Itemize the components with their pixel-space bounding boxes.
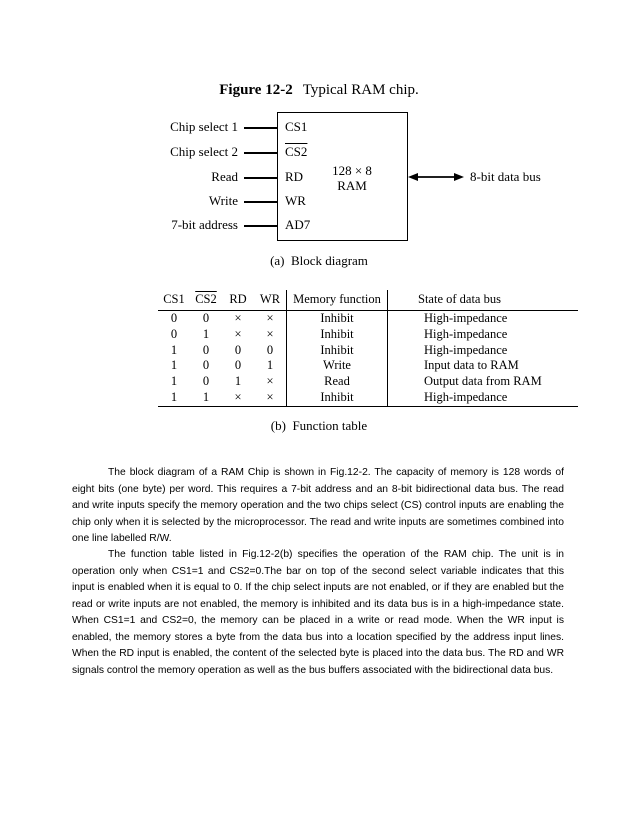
cell-bus: High-impedance: [424, 342, 508, 357]
figure-caption-text: Typical RAM chip.: [302, 82, 419, 98]
cell-cs1: 1: [170, 358, 178, 373]
header-rd: RD: [222, 290, 254, 311]
paragraph-2-text: The function table listed in Fig.12-2(b) specifies the operation of the RAM chip. The unit is in operation only when CS1=1 and CS2=0.The bar on top of the second select variable indicates that this input is enabled when it is equal to 0. If the chip select inputs are not enabled, or if they are enabled but the read or write inputs are not enabled, the memory is inhibited and its data bus is in a high-impedance state. When CS1=1 and CS2=0, the memory can be placed in a write or read mode. When the WR input is enabled, the memory stores a byte from the data bus into a location specified by the address input lines. When the RD input is enabled, the content of the selected byte is placed into the data bus. The RD and WR signals control the memory operation as well as the bus buffers associated with the bidirectional data bus.: [72, 549, 564, 676]
cell-wr: ×: [266, 374, 274, 389]
table-row: [158, 374, 578, 390]
cell-bus: Output data from RAM: [424, 374, 542, 389]
pin-cs1: CS1: [285, 119, 308, 134]
header-cs1: CS1: [158, 290, 190, 311]
cell-cs2: 0: [202, 358, 210, 373]
data-bus-arrow: [406, 171, 466, 183]
cell-rd: ×: [222, 390, 254, 406]
cell-rd: 0: [234, 358, 242, 373]
header-memory-function: Memory function: [287, 290, 388, 311]
table-row: [158, 358, 578, 374]
caption-function-table: (b) Function table: [270, 418, 368, 433]
table-row: [158, 390, 578, 406]
input-label-chip-select-1: Chip select 1: [170, 119, 238, 134]
input-label-write: Write: [208, 193, 238, 208]
chip-capacity: 128 × 8: [332, 163, 372, 178]
cell-function: Inhibit: [287, 327, 388, 343]
cell-function: Write: [287, 358, 388, 374]
cell-function: Read: [287, 374, 388, 390]
chip-type: RAM: [337, 178, 367, 193]
cell-bus: High-impedance: [424, 311, 508, 325]
input-label-chip-select-2: Chip select 2: [170, 144, 238, 159]
input-line-ad7: [244, 225, 278, 227]
pin-rd: RD: [285, 169, 304, 184]
pin-cs2: CS2: [285, 144, 308, 159]
paragraph-1: [72, 465, 564, 548]
cell-function: Inhibit: [287, 343, 388, 359]
header-wr: WR: [254, 290, 287, 311]
cell-rd: 0: [234, 342, 242, 357]
cell-cs1: 1: [170, 374, 178, 389]
table-row: [158, 311, 578, 327]
input-line-wr: [244, 201, 278, 203]
input-label-read: Read: [211, 169, 238, 184]
cell-rd: ×: [234, 311, 242, 325]
figure-number: Figure 12-2: [219, 82, 293, 98]
cell-cs2: 1: [190, 390, 222, 406]
cell-rd: 1: [234, 374, 242, 389]
cell-bus: High-impedance: [388, 390, 579, 406]
cell-cs1: 0: [170, 326, 178, 341]
paragraph-2: [72, 547, 564, 679]
function-table-header: [158, 290, 578, 311]
cell-cs1: 1: [158, 390, 190, 406]
cell-bus: High-impedance: [424, 326, 508, 341]
function-table: [158, 290, 578, 407]
cell-wr: 0: [266, 342, 274, 357]
cell-cs2: 0: [202, 342, 210, 357]
header-state-of-data-bus: State of data bus: [388, 290, 579, 311]
cell-cs2: 0: [202, 374, 210, 389]
table-row: [158, 327, 578, 343]
cell-cs2: 1: [202, 326, 210, 341]
input-line-cs1: [244, 127, 278, 129]
cell-wr: ×: [254, 390, 287, 406]
input-label-address: 7-bit address: [171, 217, 238, 232]
pin-wr: WR: [285, 193, 306, 208]
cell-rd: ×: [234, 326, 242, 341]
cell-wr: ×: [266, 311, 274, 325]
paragraph-1-text: The block diagram of a RAM Chip is shown in Fig.12-2. The capacity of memory is 128 words of eight bits (one byte) per word. This requires a 7-bit address and an 8-bit bidirectional data bus. The read and write inputs specify the memory operation and the two chips select (CS) control inputs are enabling the chip only when it is selected by the microprocessor. The read and write inputs are sometimes combined into one line labelled R/W.: [72, 467, 564, 544]
data-bus-label: 8-bit data bus: [470, 169, 541, 184]
cell-cs1: 1: [170, 342, 178, 357]
input-line-rd: [244, 177, 278, 179]
table-row: [158, 343, 578, 359]
cell-cs2: 0: [202, 311, 210, 325]
block-diagram: [0, 0, 638, 270]
cell-function: Inhibit: [287, 390, 388, 406]
cell-wr: ×: [266, 326, 274, 341]
pin-ad7: AD7: [285, 217, 311, 232]
cell-wr: 1: [266, 358, 274, 373]
caption-block-diagram: (a) Block diagram: [270, 253, 368, 268]
cell-function: Inhibit: [287, 311, 388, 327]
header-cs2: CS2: [190, 290, 222, 311]
input-line-cs2: [244, 152, 278, 154]
cell-bus: Input data to RAM: [424, 358, 519, 373]
cell-cs1: 0: [170, 311, 178, 325]
